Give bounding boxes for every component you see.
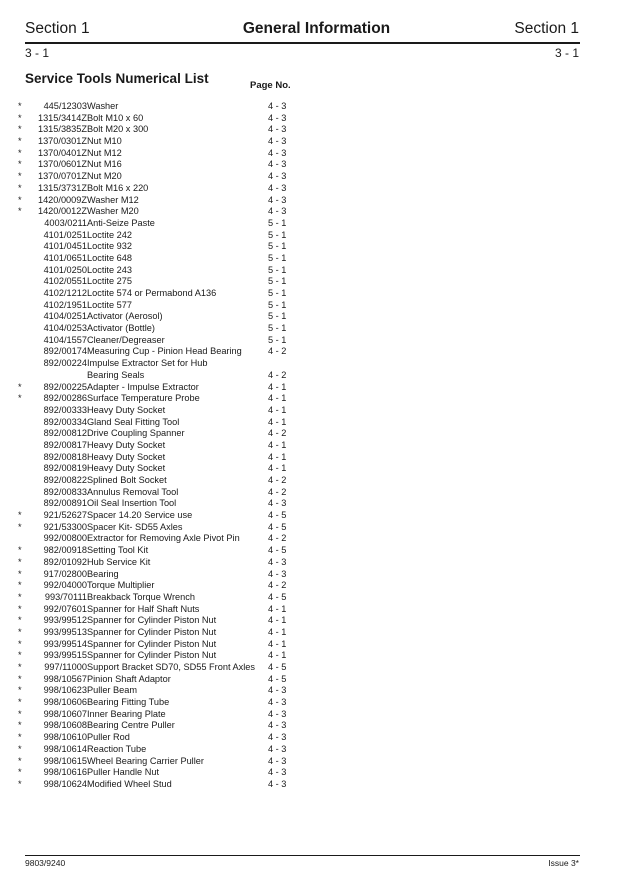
page-reference: 4 - 1 — [268, 626, 287, 637]
star-marker: * — [18, 101, 22, 111]
page-reference: 4 - 3 — [268, 112, 287, 123]
tool-description: Pinion Shaft Adaptor — [87, 673, 171, 684]
part-number: 998/10607 — [43, 708, 87, 719]
page-reference: 5 - 1 — [268, 229, 287, 240]
list-item — [18, 265, 318, 277]
list-item — [18, 195, 318, 207]
list-item — [18, 230, 318, 242]
page-reference: 4 - 3 — [268, 743, 287, 754]
page-reference: 4 - 1 — [268, 439, 287, 450]
tool-description: Drive Coupling Spanner — [87, 428, 185, 439]
list-item — [18, 533, 318, 545]
part-number: 998/10606 — [43, 697, 87, 708]
page-reference: 4 - 1 — [268, 393, 287, 404]
star-marker: * — [18, 638, 22, 649]
page-reference: 4 - 3 — [268, 767, 287, 778]
part-number: 4003/0211 — [44, 217, 87, 228]
page-reference: 5 - 1 — [268, 264, 287, 275]
part-number: 1315/3835Z — [37, 124, 87, 135]
list-item — [18, 171, 318, 183]
page-reference: 5 - 1 — [268, 288, 287, 298]
page-reference: 4 - 1 — [268, 463, 287, 474]
list-item — [18, 405, 318, 417]
page-reference: 4 - 1 — [268, 451, 287, 462]
part-number: 998/10616 — [43, 767, 87, 778]
list-item — [18, 732, 318, 744]
page-reference: 4 - 5 — [268, 591, 287, 602]
tool-description: Nut M12 — [87, 147, 122, 158]
list-item — [18, 124, 318, 136]
part-number: 1420/0009Z — [37, 194, 87, 205]
page-reference: 4 - 1 — [268, 416, 287, 427]
tool-description: Spacer Kit- SD55 Axles — [87, 521, 183, 532]
page-reference: 4 - 3 — [268, 159, 287, 170]
part-number: 993/99515 — [43, 650, 87, 661]
page-reference: 4 - 5 — [268, 521, 287, 532]
list-item — [18, 522, 318, 534]
tool-description: Anti-Seize Paste — [87, 217, 155, 228]
star-marker: * — [18, 393, 22, 404]
tool-description: Annulus Removal Tool — [87, 486, 179, 497]
page-reference: 5 - 1 — [268, 299, 287, 310]
star-marker: * — [18, 194, 22, 205]
tool-description: Washer M20 — [87, 206, 139, 217]
tool-description: Washer M12 — [87, 194, 139, 205]
list-item — [18, 545, 318, 557]
list-item — [18, 311, 318, 323]
star-marker: * — [18, 580, 22, 591]
page-reference: 4 - 3 — [268, 708, 287, 719]
page-reference: 4 - 3 — [268, 124, 287, 135]
section-label-right: Section 1 — [514, 20, 579, 37]
page-reference: 5 - 1 — [268, 241, 287, 252]
page-reference: 4 - 1 — [268, 603, 287, 614]
page-reference: 4 - 3 — [268, 147, 287, 158]
tool-description: Bolt M20 x 300 — [87, 124, 149, 135]
tool-description: Heavy Duty Socket — [87, 404, 166, 415]
star-marker: * — [18, 697, 22, 708]
page-reference: 4 - 3 — [268, 556, 287, 567]
list-item — [18, 557, 318, 569]
part-number: 4101/0451 — [43, 241, 87, 252]
tool-description: Heavy Duty Socket — [87, 451, 166, 462]
document-number: 9803/9240 — [25, 858, 66, 868]
list-item — [18, 604, 318, 616]
tool-description: Spacer 14.20 Service use — [87, 510, 193, 521]
header-divider — [25, 42, 580, 44]
page-column-header: Page No. — [250, 80, 291, 91]
list-item — [18, 323, 318, 335]
star-marker: * — [18, 743, 22, 754]
page-reference: 4 - 5 — [268, 662, 287, 672]
tool-description: Bolt M10 x 60 — [87, 112, 144, 123]
tool-description: Splined Bolt Socket — [87, 475, 167, 485]
star-marker: * — [18, 124, 22, 135]
tool-description: Support Bracket SD70, SD55 Front Axles — [87, 662, 256, 672]
page-reference: 4 - 1 — [268, 381, 287, 392]
page-reference: 4 - 2 — [268, 475, 287, 485]
list-item — [18, 463, 318, 475]
page-reference: 4 - 5 — [268, 545, 287, 556]
page-reference: 4 - 2 — [268, 346, 287, 357]
tool-description: Measuring Cup - Pinion Head Bearing — [87, 346, 242, 357]
star-marker: * — [18, 767, 22, 778]
tool-description: Gland Seal Fitting Tool — [87, 416, 180, 427]
part-number: 892/00286 — [43, 393, 87, 404]
part-number: 892/00174 — [43, 346, 87, 357]
tool-description: Loctite 574 or Permabond A136 — [87, 288, 217, 298]
part-number: 998/10615 — [43, 755, 87, 766]
star-marker: * — [18, 510, 22, 521]
page-number-left: 3 - 1 — [25, 46, 50, 60]
page-number-right: 3 - 1 — [554, 46, 579, 60]
star-marker: * — [18, 171, 22, 182]
part-number: 892/00891 — [43, 498, 87, 509]
tool-description: Loctite 243 — [87, 264, 132, 275]
page-reference: 4 - 3 — [268, 171, 287, 182]
part-number: 998/10610 — [43, 732, 87, 743]
list-item — [18, 288, 318, 300]
tool-description: Breakback Torque Wrench — [87, 591, 195, 602]
tool-description: Impulse Extractor Set for Hub — [87, 358, 208, 369]
star-marker: * — [18, 136, 22, 147]
part-number: 4101/0250 — [43, 264, 87, 275]
tool-description: Bearing Fitting Tube — [87, 697, 170, 708]
list-item — [18, 101, 318, 113]
part-number: 892/00812 — [43, 428, 87, 439]
list-item — [18, 241, 318, 253]
page-reference: 4 - 5 — [268, 673, 287, 684]
page-reference: 4 - 3 — [268, 732, 287, 743]
tool-description: Puller Rod — [87, 732, 130, 743]
list-item — [18, 498, 318, 510]
page-reference: 5 - 1 — [268, 323, 287, 334]
tool-description: Bearing Centre Puller — [87, 720, 175, 731]
tool-description: Loctite 275 — [87, 276, 132, 287]
list-item — [18, 440, 318, 452]
list-item — [18, 113, 318, 125]
tool-description: Heavy Duty Socket — [87, 463, 166, 474]
tool-description: Spanner for Cylinder Piston Nut — [87, 638, 217, 649]
tool-description: Activator (Aerosol) — [87, 311, 163, 322]
tool-description: Loctite 242 — [87, 229, 132, 240]
part-number: 921/52627 — [43, 510, 87, 521]
star-marker: * — [18, 568, 22, 579]
tool-description: Loctite 648 — [87, 252, 132, 263]
tool-description: Extractor for Removing Axle Pivot Pin — [87, 533, 240, 544]
issue-label: Issue 3* — [548, 858, 579, 868]
list-item — [18, 183, 318, 195]
star-marker: * — [18, 755, 22, 766]
star-marker: * — [18, 720, 22, 731]
list-item — [18, 206, 318, 218]
list-item — [18, 370, 318, 382]
list-item — [18, 346, 318, 358]
tool-description: Heavy Duty Socket — [87, 439, 166, 450]
tool-description: Cleaner/Degreaser — [87, 334, 165, 345]
page-reference: 4 - 3 — [268, 136, 287, 147]
star-marker: * — [18, 650, 22, 661]
part-number: 4101/0651 — [43, 252, 87, 263]
part-number: 1315/3414Z — [37, 112, 87, 123]
part-number: 993/99512 — [43, 615, 87, 626]
part-number: 993/99514 — [43, 638, 87, 649]
star-marker: * — [18, 112, 22, 123]
page-reference: 5 - 1 — [268, 311, 287, 322]
part-number: 4104/0251 — [43, 311, 87, 322]
list-item — [18, 627, 318, 639]
list-item — [18, 136, 318, 148]
star-marker: * — [18, 626, 22, 637]
list-item — [18, 487, 318, 499]
page-reference: 4 - 1 — [268, 404, 287, 415]
star-marker: * — [18, 521, 22, 532]
list-item — [18, 417, 318, 429]
part-number: 1370/0401Z — [37, 147, 87, 158]
list-item — [18, 159, 318, 171]
tool-description: Bolt M16 x 220 — [87, 182, 149, 193]
part-number: 997/11000 — [44, 662, 87, 672]
part-number: 892/00819 — [43, 463, 87, 474]
tool-description: Adapter - Impulse Extractor — [87, 381, 199, 392]
tool-description: Spanner for Cylinder Piston Nut — [87, 650, 217, 661]
list-item — [18, 697, 318, 709]
tool-description: Reaction Tube — [87, 743, 147, 754]
list-item — [18, 393, 318, 405]
list-item — [18, 569, 318, 581]
star-marker: * — [18, 545, 22, 556]
page-reference: 5 - 1 — [268, 276, 287, 287]
list-item — [18, 779, 318, 791]
part-number: 4102/1951 — [43, 299, 87, 310]
list-item — [18, 452, 318, 464]
star-marker: * — [18, 591, 22, 602]
tool-description: Nut M16 — [87, 159, 122, 170]
tool-description: Torque Multiplier — [87, 580, 155, 591]
list-item — [18, 475, 318, 487]
star-marker: * — [18, 673, 22, 684]
list-item — [18, 662, 318, 674]
part-number: 892/00334 — [43, 416, 87, 427]
part-number: 992/04000 — [43, 580, 87, 591]
page-reference: 4 - 3 — [268, 182, 287, 193]
tool-description: Spanner for Cylinder Piston Nut — [87, 615, 217, 626]
page-reference: 4 - 3 — [268, 720, 287, 731]
tool-description: Oil Seal Insertion Tool — [87, 498, 177, 509]
part-number: 892/00817 — [43, 439, 87, 450]
page-reference: 5 - 1 — [268, 334, 287, 345]
part-number: 998/10624 — [43, 778, 87, 789]
part-number: 892/00224 — [43, 358, 87, 369]
star-marker: * — [18, 662, 22, 672]
part-number: 892/00225 — [43, 381, 87, 392]
part-number: 1370/0301Z — [37, 136, 87, 147]
list-title: Service Tools Numerical List — [25, 71, 209, 86]
page-reference: 4 - 3 — [268, 755, 287, 766]
page-reference: 4 - 1 — [268, 638, 287, 649]
page-reference: 4 - 3 — [268, 778, 287, 789]
list-item — [18, 639, 318, 651]
page-reference: 4 - 2 — [268, 580, 287, 591]
list-item — [18, 335, 318, 347]
part-number: 917/02800 — [43, 568, 87, 579]
tool-description: Modified Wheel Stud — [87, 778, 172, 789]
list-item — [18, 253, 318, 265]
star-marker: * — [18, 603, 22, 614]
page-reference: 5 - 1 — [268, 217, 287, 228]
tool-description: Puller Handle Nut — [87, 767, 160, 778]
star-marker: * — [18, 732, 22, 743]
page-reference: 4 - 3 — [268, 498, 287, 509]
part-number: 1315/3731Z — [37, 182, 87, 193]
section-label-left: Section 1 — [25, 20, 90, 37]
part-number: 993/99513 — [43, 626, 87, 637]
tool-description: Nut M20 — [87, 171, 122, 182]
part-number: 4101/0251 — [43, 229, 87, 240]
list-item — [18, 510, 318, 522]
tool-description: Wheel Bearing Carrier Puller — [87, 755, 204, 766]
list-item — [18, 428, 318, 440]
part-number: 998/10608 — [43, 720, 87, 731]
star-marker: * — [18, 778, 22, 789]
list-item — [18, 744, 318, 756]
list-item — [18, 592, 318, 604]
part-number: 1370/0601Z — [37, 159, 87, 170]
list-item — [18, 358, 318, 370]
tool-description: Nut M10 — [87, 136, 122, 147]
list-item — [18, 709, 318, 721]
page-reference: 4 - 3 — [268, 685, 287, 696]
page-reference: 4 - 3 — [268, 206, 287, 217]
part-number: 892/00333 — [43, 404, 87, 415]
tool-description: Loctite 932 — [87, 241, 132, 252]
part-number: 4104/1557 — [43, 334, 87, 345]
tool-description: Spanner for Cylinder Piston Nut — [87, 626, 217, 637]
part-number: 892/00822 — [43, 475, 87, 485]
list-item — [18, 674, 318, 686]
tool-description: Inner Bearing Plate — [87, 708, 166, 719]
tool-description: Puller Beam — [87, 685, 138, 696]
page-reference: 4 - 3 — [268, 101, 287, 111]
footer-divider — [25, 855, 580, 856]
star-marker: * — [18, 206, 22, 217]
tool-description: Setting Tool Kit — [87, 545, 149, 556]
page-reference: 5 - 1 — [268, 252, 287, 263]
list-item — [18, 650, 318, 662]
list-item — [18, 382, 318, 394]
part-number: 921/53300 — [43, 521, 87, 532]
part-number: 998/10567 — [43, 673, 87, 684]
tool-description: Activator (Bottle) — [87, 323, 155, 334]
part-number: 1370/0701Z — [37, 171, 87, 182]
list-item — [18, 756, 318, 768]
part-number: 4102/0551 — [43, 276, 87, 287]
page-reference: 4 - 2 — [268, 428, 287, 439]
list-item — [18, 615, 318, 627]
list-item — [18, 685, 318, 697]
tool-description: Surface Temperature Probe — [87, 393, 200, 404]
page-reference: 4 - 1 — [268, 650, 287, 661]
part-number: 892/01092 — [43, 556, 87, 567]
star-marker: * — [18, 159, 22, 170]
part-number: 892/00818 — [43, 451, 87, 462]
star-marker: * — [18, 381, 22, 392]
list-item — [18, 767, 318, 779]
part-number: 998/10623 — [43, 685, 87, 696]
star-marker: * — [18, 182, 22, 193]
star-marker: * — [18, 615, 22, 626]
star-marker: * — [18, 708, 22, 719]
tool-description: Spanner for Half Shaft Nuts — [87, 603, 200, 614]
tool-description: Bearing — [87, 568, 119, 579]
part-number: 4102/1212 — [43, 288, 87, 298]
star-marker: * — [18, 685, 22, 696]
part-number: 992/00800 — [43, 533, 87, 544]
part-number: 998/10614 — [43, 743, 87, 754]
list-item — [18, 300, 318, 312]
tools-list — [18, 101, 318, 791]
part-number: 992/07601 — [43, 603, 87, 614]
page-reference: 4 - 3 — [268, 194, 287, 205]
part-number: 982/00918 — [43, 545, 87, 556]
part-number: 892/00833 — [43, 486, 87, 497]
tool-description: Loctite 577 — [87, 299, 132, 310]
list-item — [18, 720, 318, 732]
page-reference: 4 - 2 — [268, 533, 287, 544]
star-marker: * — [18, 147, 22, 158]
list-item — [18, 276, 318, 288]
part-number: 993/70111 — [44, 591, 87, 602]
list-item — [18, 218, 318, 230]
part-number: 1420/0012Z — [37, 206, 87, 217]
page-reference: 4 - 5 — [268, 510, 287, 521]
tool-description: Washer — [87, 101, 119, 111]
page-reference: 4 - 2 — [268, 486, 287, 497]
page-title: General Information — [242, 20, 391, 37]
tool-description: Hub Service Kit — [87, 556, 151, 567]
list-item — [18, 580, 318, 592]
star-marker: * — [18, 556, 22, 567]
tool-description: Bearing Seals — [87, 369, 145, 380]
page-reference: 4 - 1 — [268, 615, 287, 626]
part-number: 445/12303 — [43, 101, 87, 111]
page-reference: 4 - 3 — [268, 568, 287, 579]
page-reference: 4 - 3 — [268, 697, 287, 708]
page-reference: 4 - 2 — [268, 369, 287, 380]
part-number: 4104/0253 — [43, 323, 87, 334]
list-item — [18, 148, 318, 160]
